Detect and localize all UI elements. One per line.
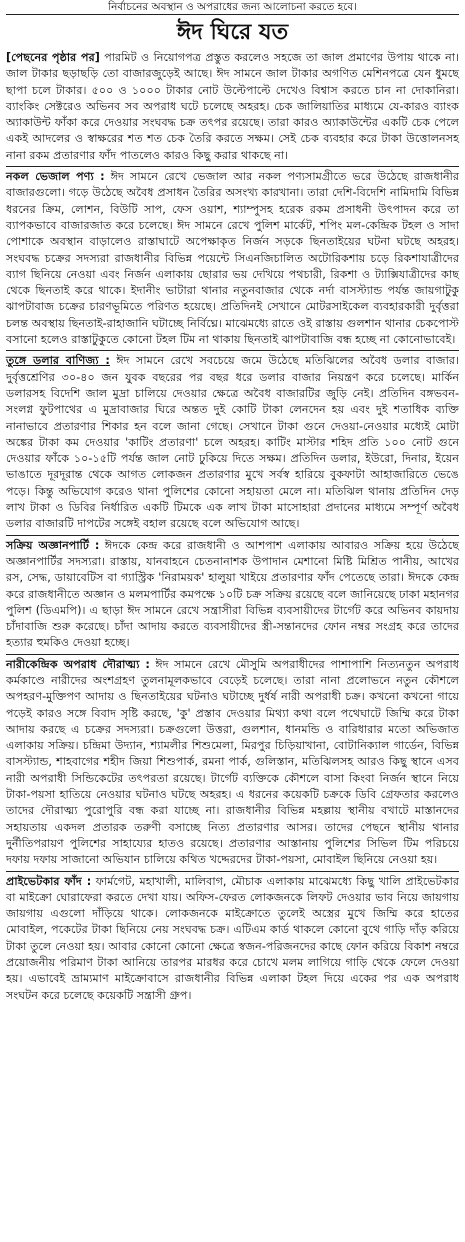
article-page xyxy=(6,0,459,1004)
section-private-car-trap xyxy=(6,874,459,1004)
section-divider xyxy=(6,350,459,351)
section-divider xyxy=(6,166,459,167)
section-text: পারমিট ও নিয়োগপত্র প্রস্তুত করলেও সহজে তা জাল প্রমাণের উপায় থাকে না। জাল টাকার ছড়াছড়ি তো বাজারজুড়েই আছে। ঈদ সামনে জাল টাকার অগণিত মেশিনপত্রে যেন ধুমছে ছাপা চলে টাকার। ৫০০ ও ১০০০ টাকার নোট উল্টেপাল্টে দেখেও বিশ্বাস করতে চান না দোকানিরা। ব্যাংকিং সেক্টরেও অভিনব সব অপরাধ ঘটে চলেছে অহরহ। চেক জালিয়াতির মাধ্যমে যে-কারও ব্যাংক অ্যাকাউন্ট ফাঁকা করে দেওয়ার সংঘবদ্ধ চক্র তৎপর রয়েছে। তারা কারও অ্যাকাউন্টের একটি চেক পেলে একই আদলের ও স্বাক্ষরের শত শত চেক তৈরি করতে সক্ষম। সেই চেক ব্যবহার করে টাকা উত্তোলনসহ নানা রকম প্রতারণার ফাঁদ পাতলেও কারও কিছু করার থাকছে না। xyxy=(6,51,459,162)
section-text: ঈদকে কেন্দ্র করে রাজধানী ও আশপাশ এলাকায় আবারও সক্রিয় হয়ে উঠেছে অজ্ঞানপার্টির সদস্যরা। রাস্তায়, যানবাহনে চেতনানাশক উপাদান মেশানো মিষ্টি মিশ্রিত পানীয়, আখের রস, সেদ্ধ, ডায়াবেটিস বা গ্যাস্ট্রিক 'নিরাময়ক' হালুয়া খাইয়ে প্রতারণার ফাঁদ পেতেছে তারা। ঈদকে কেন্দ্র করে রাজধানীতে অজ্ঞান ও মলমপার্টির কমপক্ষে ১০টি চক্র সক্রিয় রয়েছে বলে জানিয়েছে ঢাকা মহানগর পুলিশ (ডিএমপি)। এ ছাড়া ঈদ সামনে রেখে সন্ত্রাসীরা বিভিন্ন ব্যবসায়ীদের টার্গেট করে অভিনব কায়দায় চাঁদাবাজি শুরু করেছে। চাঁদা আদায় করতে ব্যবসায়ীদের স্ত্রী-সন্তানদের ফোন নম্বর সংগ্রহ করে তাদের হত্যার হুমকিও দেওয়া হচ্ছে। xyxy=(6,538,459,650)
section-divider xyxy=(6,535,459,536)
section-continuation xyxy=(6,50,459,164)
article-headline: ঈদ ঘিরে যত xyxy=(176,20,289,45)
section-sedative-gang xyxy=(6,538,459,652)
section-text: ফার্মগেট, মহাখালী, মালিবাগ, মৌচাক এলাকায় মাঝেমধ্যে কিছু খালি প্রাইভেটকার বা মাইক্রো ঘোরাফেরা করতে দেখা যায়। অফিস-ফেরত লোকজনকে লিফট দেওয়ার ভাব নিয়ে জায়গায় জায়গায় এগুলো দাঁড়িয়ে থাকে। লোকজনকে মাইক্রোতে তুলেই অস্ত্রের মুখে জিম্মি করে হাতের মোবাইল, পকেটের টাকা ছিনিয়ে নেয় সংঘবদ্ধ চক্র। এটিএম কার্ড থাকলে কোনো বুথে গাড়ি দাঁড় করিয়ে টাকা তুলে নেওয়া হয়। আবার কোনো কোনো ক্ষেত্রে স্বজন-পরিজনদের কাছে ফোন করিয়ে বিকাশ নম্বরে প্রয়োজনীয় পরিমাণ টাকা আনিয়ে তারপর মারধর করে চোখে মলম লাগিয়ে গাড়ি থেকে ফেলে দেওয়া হয়। এভাবেই ভ্রাম্যমাণ মাইক্রোবাসে রাজধানীর বিভিন্ন এলাকা টহল দিয়ে একের পর এক অপরাধ সংঘটন করে চলেছে কয়েকটি সন্ত্রাসী গ্রুপ। xyxy=(6,874,459,1002)
section-divider xyxy=(6,871,459,872)
section-lead: [পেছনের পৃষ্ঠার পর] xyxy=(6,51,100,64)
section-lead: সক্রিয় অজ্ঞানপার্টি : xyxy=(6,538,100,552)
section-text: ঈদ সামনে রেখে ভেজাল আর নকল পণ্যসামগ্রীতে ভরে উঠেছে রাজধানীর বাজারগুলো। গড়ে উঠেছে অবৈধ প্রসাধন তৈরির অসংখ্য কারখানা। তারা দেশি-বিদেশি নামিদামি বিভিন্ন ধরনের ক্রিম, লোশন, বিউটি সাপ, ফেস ওয়াশ, শ্যাম্পুসহ হরেক রকম প্রসাধনী উৎপাদন করে তা ব্যাপকভাবে বাজারজাত করে চলেছে। ঈদ সামনে রেখে পুলিশ মার্কেট, শপিং মল-কেন্দ্রিক টহল ও সাদা পোশাকে অবস্থান বাড়ালেও রাস্তাঘাটে অপেক্ষাকৃত নির্জন সড়কে ছিনতাইয়ের ঘটনা ঘটছে অহরহ। সংঘবদ্ধ চক্রের সদস্যরা রাজধানীর বিভিন্ন পয়েন্টে সিএনজিচালিত অটোরিকশায় চড়ে রিকশাযাত্রীদের ব্যাগ ছিনিয়ে নেওয়া এবং নির্জন এলাকায় ছোরার ভয় দেখিয়ে পথচারী, রিকশা ও ট্যাক্সিযাত্রীদের কাছ থেকে ছিনতাই করে থাকে। ইদানীং ভাটারা থানার নতুনবাজার থেকে নর্দা বাসস্ট্যান্ড পর্যন্ত জায়গাটুকু ঝাপটাবাজ চক্রের চারণভূমিতে পরিণত হয়েছে। প্রতিদিনই সেখানে মোটরসাইকেল ব্যবহারকারী দুর্বৃত্তরা চলন্ত অবস্থায় ছিনতাই-রাহাজানি ঘটাচ্ছে নির্বিঘ্নে। মাঝেমধ্যে রাতে ওই রাস্তায় গুলশান থানার চেকপোস্ট বসানো হলেও রাস্তাটুকুতে কোনো টহল টিম না থাকায় ছিনতাই ঝাপটাবাজি বন্ধ হচ্ছে না কোনোভাবেই। xyxy=(6,170,459,347)
section-lead: প্রাইভেটকার ফাঁদ : xyxy=(6,874,92,888)
section-women-crime xyxy=(6,657,459,869)
section-text: ঈদ সামনে রেখে মৌসুমি অপরাধীদের পাশাপাশি নিত্যনতুন অপরাধ কর্মকাণ্ডে নারীদের অংশগ্রহণ তুলনামূলকভাবে বেড়েই চলেছে। তারা নানা প্রলোভনে নতুন কৌশলে অপহরণ-মুক্তিপণ আদায় ও ছিনতাইয়ের ঘটনাও ঘটাচ্ছে দুর্ধর্ষ নারী অপরাধী চক্র। কখনো কখনো গায়ে পড়েই কারও সঙ্গে বিবাদ সৃষ্টি করছে, 'কু' প্রস্তাব দেওয়ার মিথ্যা কথা বলে পথেঘাটে জিম্মি করে টাকা আদায় করছে এ চক্রের সদস্যরা। চক্রগুলো উত্তরা, গুলশান, ধানমন্ডি ও বারিধারার মতো অভিজাত এলাকায় সক্রিয়। চন্দ্রিমা উদ্যান, শ্যামলীর শিশুমেলা, মিরপুর চিড়িয়াখানা, বোটানিক্যাল গার্ডেন, বিভিন্ন বাসস্ট্যান্ড, শাহবাগের শহীদ জিয়া শিশুপার্ক, রমনা পার্ক, গুলিস্তান, মতিঝিলসহ আরও কিছু স্থানে এসব নারী অপরাধী সিন্ডিকেটের তৎপরতা রয়েছে। টার্গেট ব্যক্তিকে কৌশলে বাসা কিংবা নির্জন স্থানে নিয়ে টাকা-পয়সা হাতিয়ে নেওয়ার ঘটনাও ঘটছে অহরহ। এ ধরনের কয়েকটি চক্রকে ডিবি গ্রেফতার করলেও তাদের দৌরাত্ম্য পুরোপুরি বন্ধ করা যাচ্ছে না। রাজধানীর বিভিন্ন মহল্লায় স্থানীয় বখাটে মাস্তানদের সহায়তায় একদল প্রতারক তরুণী বসাচ্ছে নিত্য প্রতারণার আসর। তাদের পেছনে স্থানীয় থানার দুর্নীতিপরায়ণ পুলিশের সাহায্যের হাতও রয়েছে। প্রতারণার আস্তানায় পুলিশের সিভিল টিম পরিচয়ে দফায় দফায় সাজানো অভিযান চালিয়ে কথিত খদ্দেরদের টাকা-পয়সা, মোবাইল ছিনিয়ে নেওয়া হয়। xyxy=(6,657,460,867)
previous-article-tail: নির্বাচনের অবস্থান ও অপরাধের জন্য আলোচনা করতে হবে। xyxy=(6,0,459,15)
section-text: ঈদ সামনে রেখে সবচেয়ে জমে উঠেছে মতিঝিলের অবৈধ ডলার বাজার। দুর্বৃত্তশ্রেণির ৩০-৪০ জন যুবক বছরের পর বছর ধরে ডলার বাজার নিয়ন্ত্রণ করে চলেছে। মার্কিন ডলারসহ বিদেশি জাল মুদ্রা চালিয়ে দেওয়ার ক্ষেত্রে অবৈধ বাজারটির জুড়ি নেই। প্রতিদিন বঙ্গভবন-সংলগ্ন ফুটপাথের এ মুদ্রাবাজার ঘিরে অন্তত দুই কোটি টাকা লেনদেন হয় এবং দুই শতাধিক ব্যক্তি নানাভাবে প্রতারণার শিকার হন বলে জানা গেছে। সেখানে টাকা গুনে দেওয়া-নেওয়ার মধ্যেই মোটা অঙ্কের টাকা কম দেওয়ার 'কাটিং প্রতারণা' চলে অহরহ। কাটিং মাস্টার শহিদ প্রতি ১০০ নোট গুনে দেওয়ার ফাঁকে ১০-১৫টি পর্যন্ত জাল নোট ঢুকিয়ে দিতে সক্ষম। প্রতিদিন ডলার, ইউরো, দিনার, ইয়েন ভাঙাতে দূরদূরান্ত থেকে আগত লোকজন প্রতারণার মুখে সর্বস্ব হারিয়ে বুকফাটা আহাজারিতে ভেঙে পড়ে। কিন্তু অভিযোগ করেও থানা পুলিশের কোনো সহায়তা মেলে না। মতিঝিল থানায় প্রতিদিন দেড় লাখ টাকা ও ডিবির নির্ধারিত একটি টিমকে এক লাখ টাকা মাসোহারা প্রদানের মাধ্যমে সম্পূর্ণ অবৈধ ডলার বাজারটি দাপটের সঙ্গেই বহাল রয়েছে বলে অভিযোগ আছে। xyxy=(6,354,459,531)
section-dollar-trade xyxy=(6,353,459,532)
section-divider xyxy=(6,654,459,655)
section-lead: নারীকেন্দ্রিক অপরাধ দৌরাত্ম্য : xyxy=(6,657,150,671)
section-fake-products xyxy=(6,169,459,348)
section-lead: নকল ভেজাল পণ্য : xyxy=(6,170,105,184)
section-lead: তুঙ্গে ডলার বাণিজ্য : xyxy=(6,354,110,368)
